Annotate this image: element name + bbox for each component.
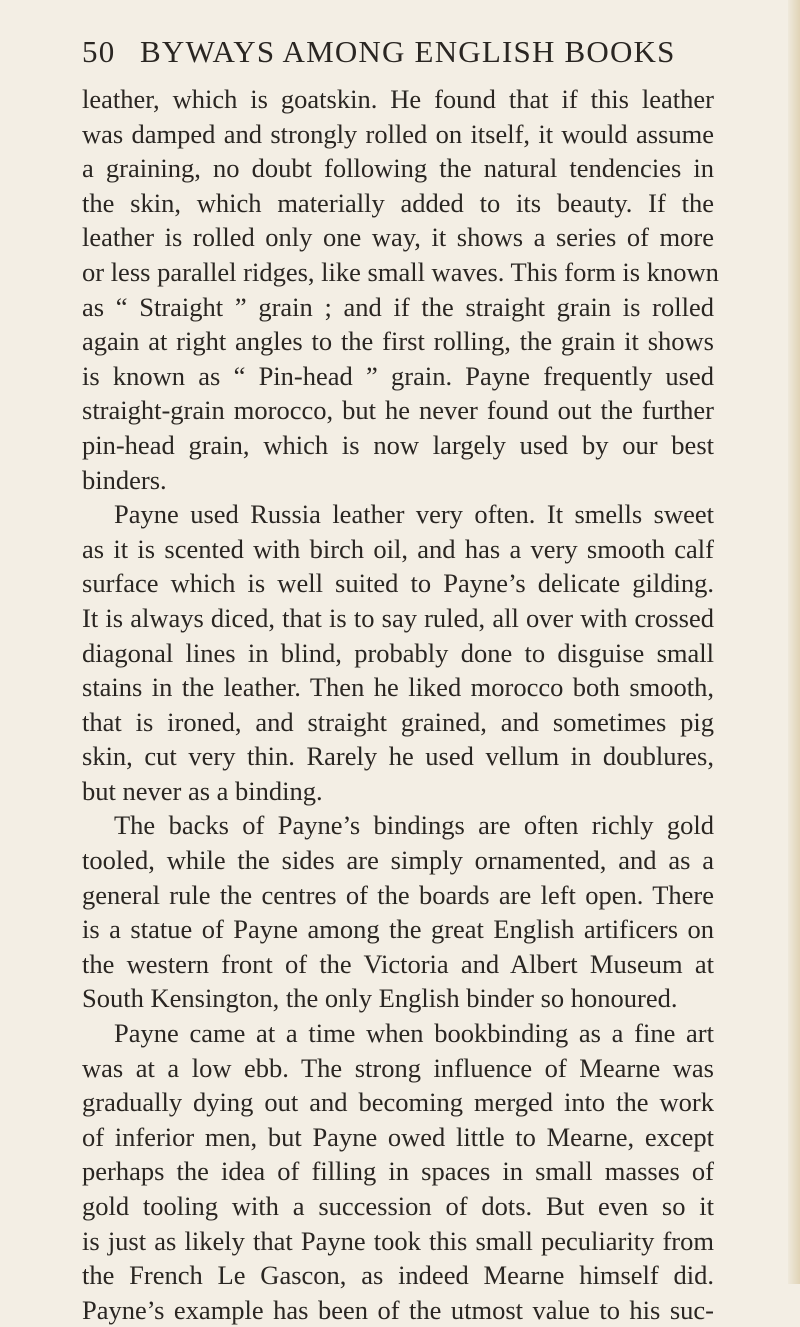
text-line: a graining, no doubt following the natural tendencies in [82, 153, 714, 184]
running-title: BYWAYS AMONG ENGLISH BOOKS [140, 34, 676, 69]
running-header [82, 30, 722, 74]
page-edge [788, 0, 800, 1284]
paragraph-end-line: South Kensington, the only English binder so honoured. [82, 983, 678, 1014]
text-line: Payne’s example has been of the utmost value to his suc- [82, 1294, 714, 1325]
text-line: is a statue of Payne among the great English artificers on [82, 914, 714, 945]
paragraph-start-line: Payne came at a time when bookbinding as a fine art [114, 1018, 714, 1049]
text-line: gold tooling with a succession of dots. But even so it [82, 1191, 714, 1221]
text-line: stains in the leather. Then he liked morocco both smooth, [82, 672, 714, 703]
text-line: again at right angles to the first rolling, the grain it shows [82, 326, 714, 357]
text-line: leather, which is goatskin. He found that if this leather [82, 84, 714, 114]
text-line: diagonal lines in blind, probably done to disguise small [82, 637, 714, 668]
text-line: that is ironed, and straight grained, and sometimes pig [82, 706, 714, 737]
text-line: or less parallel ridges, like small waves. This form is known [82, 256, 719, 287]
text-line: tooled, while the sides are simply ornamented, and as a [82, 845, 714, 876]
text-line: perhaps the idea of filling in spaces in small masses of [82, 1156, 714, 1187]
text-line: skin, cut very thin. Rarely he used vellum in doublures, [82, 741, 714, 772]
text-line: pin-head grain, which is now largely used by our best [82, 429, 714, 460]
body-text [82, 82, 719, 1327]
text-line: is known as “ Pin-head ” grain. Payne frequently used [82, 360, 714, 391]
text-line: surface which is well suited to Payne’s delicate gilding. [82, 568, 714, 599]
text-line: of inferior men, but Payne owed little to Mearne, except [82, 1121, 714, 1152]
text-line: gradually dying out and becoming merged into the work [82, 1087, 714, 1118]
text-line: the skin, which materially added to its beauty. If the [82, 187, 714, 218]
text-line: It is always diced, that is to say ruled, all over with crossed [82, 602, 714, 633]
paragraph-start-line: The backs of Payne’s bindings are often richly gold [114, 810, 714, 841]
page-number: 50 [82, 34, 116, 69]
paragraph-end-line: but never as a binding. [82, 775, 323, 806]
text-line: was at a low ebb. The strong influence of Mearne was [82, 1052, 714, 1083]
paragraph-start-line: Payne used Russia leather very often. It smells sweet [114, 499, 714, 530]
text-line: the western front of the Victoria and Albert Museum at [82, 948, 714, 979]
text-line: as it is scented with birch oil, and has a very smooth calf [82, 533, 714, 564]
text-line: was damped and strongly rolled on itself, it would assume [82, 118, 714, 149]
text-line: general rule the centres of the boards are left open. There [82, 879, 714, 910]
text-line: as “ Straight ” grain ; and if the straight grain is rolled [82, 291, 714, 322]
text-line: leather is rolled only one way, it shows a series of more [82, 222, 714, 253]
text-line: straight-grain morocco, but he never found out the further [82, 395, 714, 426]
text-line: is just as likely that Payne took this small peculiarity from [82, 1225, 714, 1256]
text-line: the French Le Gascon, as indeed Mearne himself did. [82, 1260, 714, 1291]
paragraph-end-line: binders. [82, 464, 167, 495]
